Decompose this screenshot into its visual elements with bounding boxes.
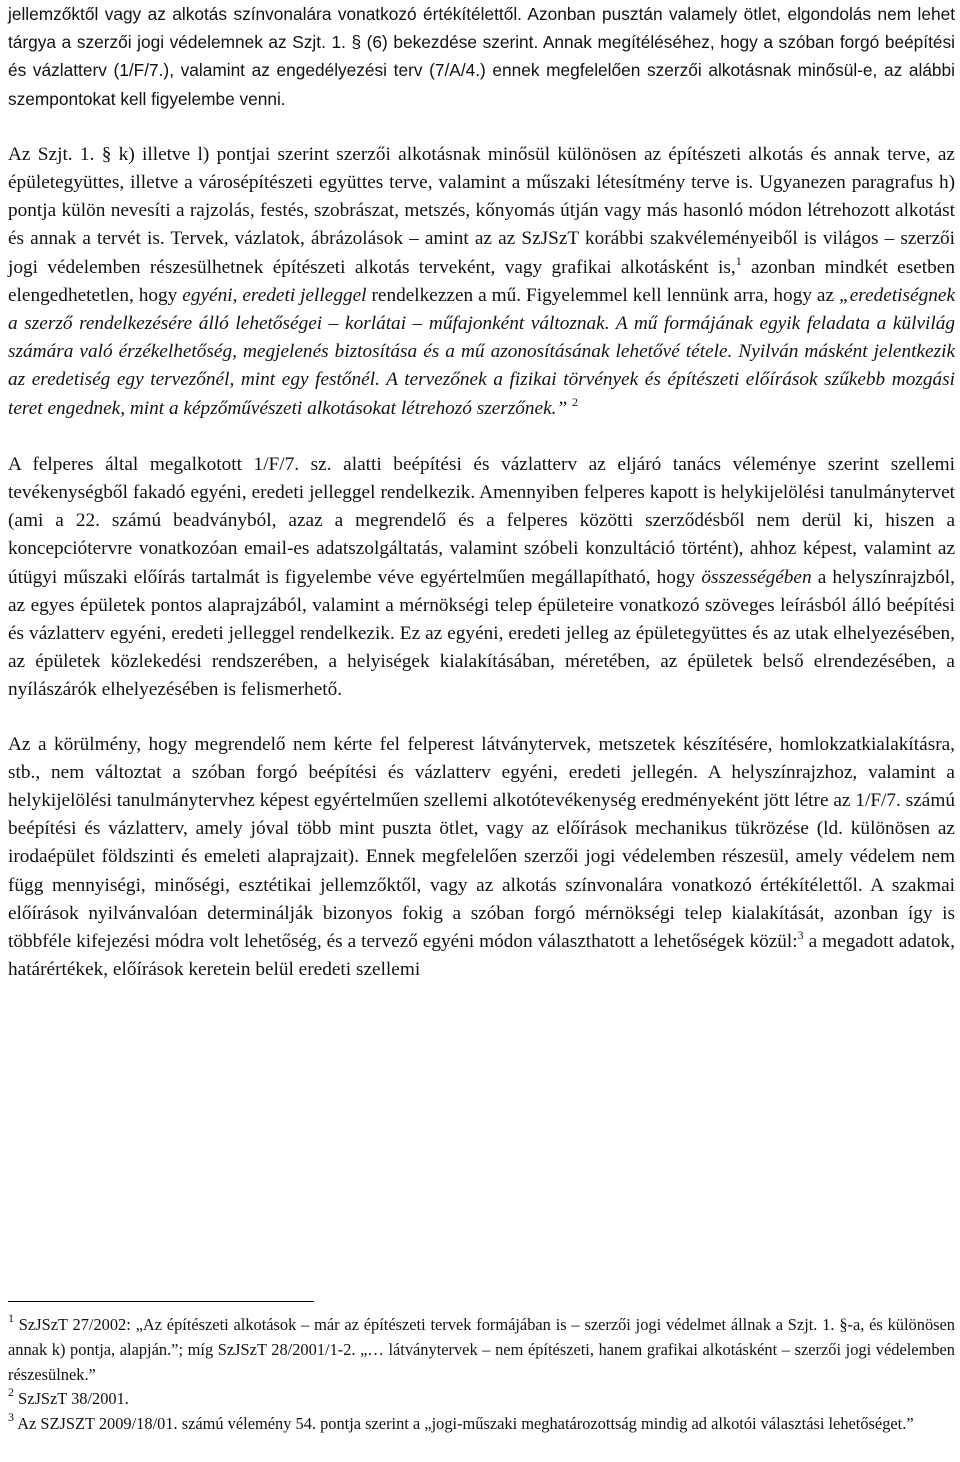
footnote-3 xyxy=(8,1412,955,1437)
paragraph-plaintiff-plan xyxy=(8,451,955,705)
footnote-ref-2[interactable]: 2 xyxy=(572,394,579,409)
footnote-ref-1[interactable]: 1 xyxy=(735,253,742,268)
paragraph-text: Az Szjt. 1. § k) illetve l) pontjai szerint szerzői alkotásnak minősül különösen az építészeti alkotás és annak terve, az épületegyüttes, illetve a városépítészeti együttes terve, valamint a műszaki létesítmény terve is. Ugyanezen paragrafus h) pontja külön nevesíti a rajzolás, festés, szobrászat, metszés, kőnyomás útján vagy más hasonló módon létrehozott alkotást és annak a tervét is. Tervek, vázlatok, ábrázolások – amint az az SzJSzT korábbi szakvéleményeiből is világos – szerzői jogi védelemben részesülhetnek építészeti alkotás terveként, vagy grafikai alkotásként is, xyxy=(8,143,955,278)
footnote-1 xyxy=(8,1313,955,1387)
paragraph-intro-text: jellemzőktől vagy az alkotás színvonalára vonatkozó értékítélettől. Azonban pusztán valamely ötlet, elgondolás nem lehet tárgya a szerzői jogi védelemnek az Szjt. 1. § (6) bekezdése szerint. Annak megítéléséhez, hogy a szóban forgó beépítési és vázlatterv (1/F/7.), valamint az engedélyezési terv (7/A/4.) ennek megfelelően szerzői alkotásnak minősül-e, az alábbi szempontokat kell figyelembe venni. xyxy=(8,4,955,109)
quoted-passage: „eredetiségnek a szerző rendelkezésére álló lehetőségei – korlátai – műfajonként változnak. A mű formájának egyik feladata a külvilág számára való érzékelhetőség, megjelenés biztosítása és a mű azonosításának lehetővé tétele. Nyilván másként jelentkezik az eredetiség egy tervezőnél, mint egy festőnél. A tervezőnek a fizikai törvények és építészeti előírások szűkebb mozgási teret engednek, mint a képzőművészeti alkotásokat létrehozó szerzőnek.” xyxy=(8,284,955,419)
footnote-text: SzJSzT 27/2002: „Az építészeti alkotások – már az építészeti tervek formájában is – szerzői jogi védelmet állnak a Szjt. 1. §-a, és különösen annak k) pontja, alapján.”; míg SzJSzT 28/2001/1-2. „… látványtervek – nem építészeti, hanem grafikai alkotásként – szerzői jogi védelemben részesülnek.” xyxy=(8,1315,955,1384)
paragraph-text: azonban mindkét esetben elengedhetetlen, hogy xyxy=(8,256,955,306)
paragraph-text: Az a körülmény, hogy megrendelő nem kérte fel felperest látványtervek, metszetek készítésére, homlokzatkialakításra, stb., nem változtat a szóban forgó beépítési és vázlatterv egyéni, eredeti jellegén. A helyszínrajzhoz, valamint a helykijelölési tanulmánytervhez képest egyértelműen szellemi alkotótevékenység eredményeként jött létre az 1/F/7. számú beépítési és vázlatterv, amely jóval több mint puszta ötlet, vagy az előírások mechanikus tükrözése (ld. különösen az irodaépület földszinti és emeleti alaprajzait). Ennek megfelelően szerzői jogi védelemben részesül, amely védelem nem függ mennyiségi, minőségi, esztétikai jellemzőktől, vagy az alkotás színvonalára vonatkozó értékítélettől. A szakmai előírások nyilvánvalóan determinálják bizonyos fokig a szóban forgó mérnökségi telep kialakítását, azonban így is többféle kifejezési módra volt lehetőség, és a tervező egyéni módon választhatott a lehetőségek közül: xyxy=(8,733,955,953)
emphasis-text: összességében xyxy=(701,566,812,588)
footnote-2 xyxy=(8,1387,955,1412)
paragraph-text: a megadott adatok, határértékek, előírások keretein belül eredeti szellemi xyxy=(8,931,955,981)
footnote-number: 2 xyxy=(8,1385,14,1400)
footnote-text: Az SZJSZT 2009/18/01. számú vélemény 54. pontja szerint a „jogi-műszaki meghatározottság mindig ad alkotói választási lehetőséget.” xyxy=(14,1414,914,1434)
paragraph-text: A felperes által megalkotott 1/F/7. sz. alatti beépítési és vázlatterv az eljáró tanács véleménye szerint szellemi tevékenységből fakadó egyéni, eredeti jelleggel rendelkezik. Amennyiben felperes kapott is helykijelölési tanulmánytervet (ami a 22. számú beadványból, azaz a megrendelő és a felperes közötti szerződésből nem derül ki, hiszen a koncepciótervre vonatkozóan email-es adatszolgáltatás, valamint szóbeli konzultáció történt), ahhoz képest, valamint az útügyi műszaki előírás tartalmát is figyelembe véve egyértelműen megállapítható, hogy xyxy=(8,453,955,588)
paragraph-text: a helyszínrajzból, az egyes épületek pontos alaprajzából, valamint a mérnökségi telep épületeire vonatkozó szöveges leírásból álló beépítési és vázlatterv egyéni, eredeti jelleggel rendelkezik. Ez az egyéni, eredeti jelleg az épületegyüttes és az utak elhelyezésében, az épületek közlekedési rendszerében, a helyiségek kialakításában, méretében, az épületek belső elrendezésében, a nyílászárók elhelyezésében is felismerhető. xyxy=(8,566,955,701)
footnote-text: SzJSzT 38/2001. xyxy=(14,1389,129,1409)
paragraph-intro xyxy=(8,0,955,113)
footnote-ref-3[interactable]: 3 xyxy=(797,928,804,943)
footnotes xyxy=(8,1313,955,1437)
emphasis-text: egyéni, eredeti jelleggel xyxy=(182,284,367,306)
paragraph-circumstance xyxy=(8,731,955,985)
document-page xyxy=(8,0,955,985)
footnote-number: 1 xyxy=(8,1311,14,1325)
paragraph-szjt-definition xyxy=(8,141,955,423)
footnote-number: 3 xyxy=(8,1410,14,1425)
footnote-separator xyxy=(8,1301,314,1302)
paragraph-text: rendelkezzen a mű. Figyelemmel kell lennünk arra, hogy az xyxy=(366,284,839,306)
